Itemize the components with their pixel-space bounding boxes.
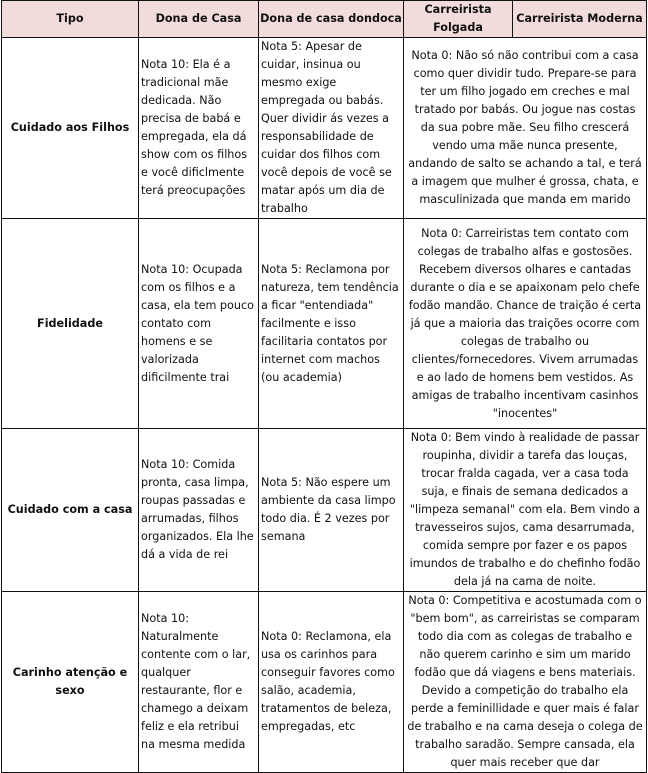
cell-dona-de-casa: Nota 10: Ocupada com os filhos e a casa, ela tem pouco contato com homens e se valorizada dificilmente trai	[139, 219, 259, 429]
header-carreirista-moderna: Carreirista Moderna	[513, 1, 647, 38]
cell-dona-de-casa: Nota 10: Ela é a tradicional mãe dedicada. Não precisa de babá e empregada, ela dá show com os filhos e você dificlmente terá preocupações	[139, 38, 259, 219]
cell-dona-dondoca: Nota 5: Não espere um ambiente da casa limpo todo dia. É 2 vezes por semana	[259, 429, 404, 592]
cell-dona-dondoca: Nota 5: Reclamona por natureza, tem tendência a ficar "entendiada" facilmente e isso facilitaria contatos por internet com machos (ou academia)	[259, 219, 404, 429]
row-label: Cuidado com a casa	[2, 429, 139, 592]
cell-dona-dondoca: Nota 5: Apesar de cuidar, insinua ou mesmo exige empregada ou babás. Quer dividir ás vezes a responsabilidade de cuidar dos filhos com você depois de você se matar após um dia de trabalho	[259, 38, 404, 219]
header-row	[2, 1, 647, 38]
cell-carreirista: Nota 0: Carreiristas tem contato com colegas de trabalho alfas e gostosões. Recebem diversos olhares e cantadas durante o dia e se apaixonam pelo chefe fodão mandão. Chance de traição é certa já que a maioria das traições ocorre com colegas de trabalho ou clientes/fornecedores. Vivem arrumadas e ao lado de homens bem vestidos. As amigas de trabalho incentivam casinhos "inocentes"	[404, 219, 647, 429]
header-dona-de-casa: Dona de Casa	[139, 1, 259, 38]
table-row	[2, 219, 647, 429]
table-row	[2, 592, 647, 773]
cell-dona-dondoca: Nota 0: Reclamona, ela usa os carinhos para conseguir favores como salão, academia, tratamentos de beleza, empregadas, etc	[259, 592, 404, 773]
table-row	[2, 429, 647, 592]
header-tipo: Tipo	[2, 1, 139, 38]
cell-carreirista: Nota 0: Competitiva e acostumada com o "bem bom", as carreiristas se comparam todo dia com as colegas de trabalho e não querem carinho e sim um marido fodão que dá viagens e bens materiais. Devido a competição do trabalho ela perde a feminillidade e quer mais é falar de trabalho e na cama deseja o colega de trabalho saradão. Sempre cansada, ela quer mais receber que dar	[404, 592, 647, 773]
cell-carreirista: Nota 0: Bem vindo à realidade de passar roupinha, dividir a tarefa das louças, trocar fralda cagada, ver a casa toda suja, e finais de semana dedicados a "limpeza semanal" com ela. Bem vindo a travesseiros sujos, cama desarrumada, comida sempre por fazer e os papos imundos de trabalho e do chefinho fodão dela já na cama de noite.	[404, 429, 647, 592]
row-label: Cuidado aos Filhos	[2, 38, 139, 219]
comparison-table	[1, 0, 647, 773]
row-label: Fidelidade	[2, 219, 139, 429]
table-row	[2, 38, 647, 219]
cell-dona-de-casa: Nota 10: Comida pronta, casa limpa, roupas passadas e arrumadas, filhos organizados. Ela lhe dá a vida de rei	[139, 429, 259, 592]
cell-dona-de-casa: Nota 10: Naturalmente contente com o lar, qualquer restaurante, flor e chamego a deixam feliz e ela retribui na mesma medida	[139, 592, 259, 773]
header-dona-dondoca: Dona de casa dondoca	[259, 1, 404, 38]
header-carreirista-folgada: Carreirista Folgada	[404, 1, 513, 38]
row-label: Carinho atenção e sexo	[2, 592, 139, 773]
cell-carreirista: Nota 0: Não só não contribui com a casa como quer dividir tudo. Prepare-se para ter um filho jogado em creches e mal tratado por babás. Ou jogue nas costas da sua pobre mãe. Seu filho crescerá vendo uma mãe nunca presente, andando de salto se achando a tal, e terá a imagem que mulher é grossa, chata, e masculinizada que manda em marido	[404, 38, 647, 219]
